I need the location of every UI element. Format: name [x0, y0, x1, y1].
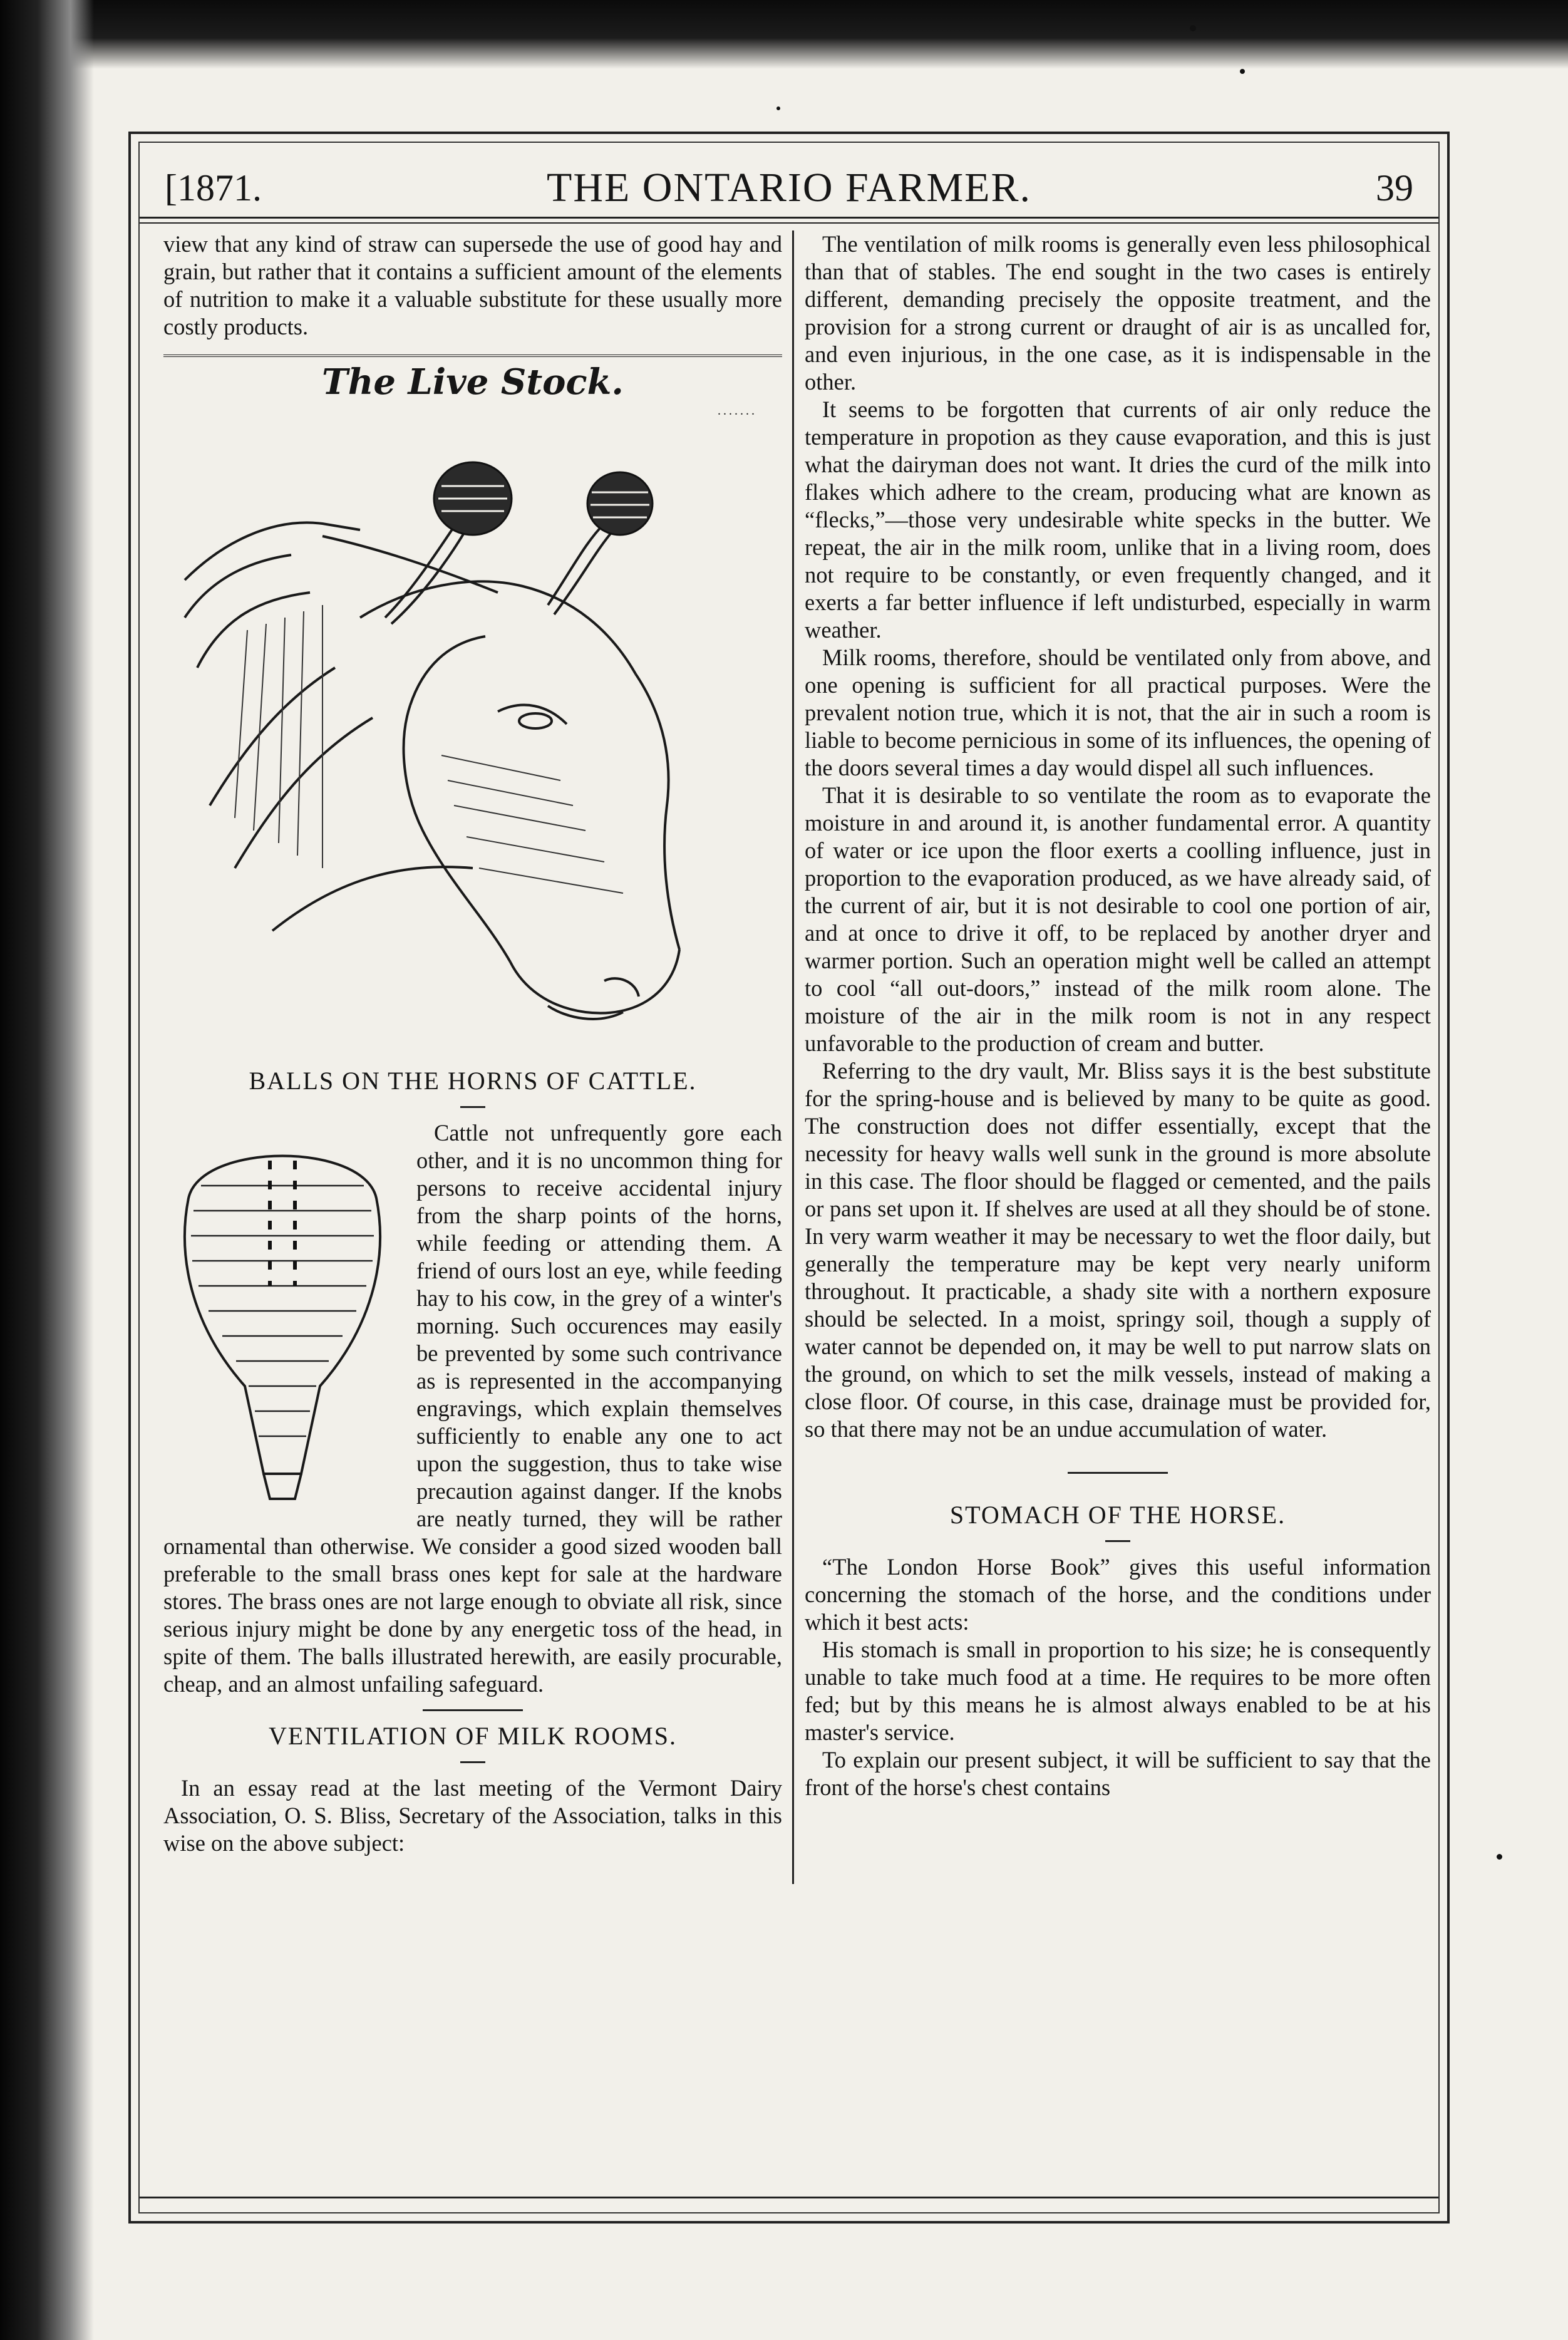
section-separator	[423, 1709, 523, 1711]
dash-rule	[460, 1106, 485, 1108]
right-column	[805, 230, 1431, 2187]
dotted-ornament: .......	[718, 404, 757, 418]
scan-speck	[1190, 25, 1196, 31]
scan-speck	[1497, 1854, 1502, 1860]
left-column	[163, 230, 782, 2187]
dash-rule	[460, 1761, 485, 1763]
horse-stomach-heading: STOMACH OF THE HORSE.	[949, 1501, 1286, 1529]
header-year: [1871.	[165, 167, 262, 209]
section-rule	[163, 355, 782, 357]
ventilation-paragraph-1: The ventilation of milk rooms is generally even less philosophical than that of stables. The end sought in the two cases is entirely different, demanding precisely the opposite treatment, and the provision for a strong current or draught of air is as uncalled for, and even injurious, in the one case, as it is indispensable in the other.	[805, 231, 1431, 395]
ventilation-paragraph-3: Milk rooms, therefore, should be ventilated only from above, and one opening is sufficient for all practical purposes. Were the prevalent notion true, which it is not, that the air in such a room is liable to become pernicious in some of its influences, the opening of the doors several times a day would dispel all such influences.	[805, 645, 1431, 780]
scan-dark-top-border	[0, 0, 1568, 69]
horn-balls-heading: BALLS ON THE HORNS OF CATTLE.	[249, 1067, 697, 1095]
cattle-head-engraving	[172, 430, 773, 1056]
page-bottom-rule	[140, 2197, 1438, 2198]
newspaper-page	[128, 132, 1450, 2224]
header-rule	[140, 217, 1438, 224]
page-header	[140, 143, 1438, 218]
horse-paragraph-3: To explain our present subject, it will be sufficient to say that the front of the horse's chest contains	[805, 1747, 1431, 1800]
dash-rule	[1105, 1540, 1130, 1542]
horse-paragraph-2: His stomach is small in proportion to his size; he is consequently unable to take much food at a time. He requires to be more often fed; but by this means he is almost always enabled to be at his master's service.	[805, 1637, 1431, 1745]
ventilation-heading: VENTILATION OF MILK ROOMS.	[269, 1722, 677, 1750]
page-number: 39	[1376, 167, 1413, 209]
scan-speck	[776, 106, 780, 110]
ventilation-paragraph-2: It seems to be forgotten that currents of air only reduce the temperature in propotion as they cause evaporation, and this is just what the dairyman does not want. It dries the curd of the milk into flakes which adhere to the cream, producing what are known as “flecks,”—those very undesirable white specks in the butter. We repeat, the air in the milk room, unlike that in a living room, does not require to be constantly, or even frequently changed, and it exerts a far better influence if left undisturbed, especially in warm weather.	[805, 396, 1431, 643]
ventilation-paragraph-4: That it is desirable to so ventilate the room as to evaporate the moisture in and around it, is another fundamental error. A quantity of water or ice upon the floor exerts a coolling influence, just in proportion to the evaporation produced, as we have already said, of the current of air, but it is not desirable to cool one portion of air, and at once to drive it off, to be replaced by another dryer and warmer portion. Such an operation might well be called an attempt to cool “all out-doors,” instead of the milk room alone. The moisture of the air in the milk room is not in any respect unfavorable to the production of cream and butter.	[805, 782, 1431, 1056]
column-divider	[792, 230, 794, 1884]
scan-dark-left-border	[0, 0, 94, 2340]
horn-ball-engraving	[163, 1123, 401, 1511]
horn-balls-article: Cattle not unfrequently gore each other, and it is no uncommon thing for persons to receive accidental injury from the sharp points of the horns, while feeding or attending them. A friend of ours lost an eye, while feeding hay to his cow, in the grey of a winter's morning. Such occurences may easily be prevented by some such contrivance as is represented in the accompanying engravings, which explain themselves sufficiently to enable any one to act upon the suggestion, thus to take wise precaution against danger. If the knobs are neatly turned, they will be rather ornamental than otherwise. We consider a good sized wooden ball preferable to the small brass ones kept for sale at the hardware stores. The brass ones are not large enough to obviate all risk, since serious injury might be done by any energetic toss of the head, in spite of them. The balls illustrated herewith, are easily procurable, cheap, and an almost unfailing safeguard.	[163, 1120, 782, 1697]
publication-title: THE ONTARIO FARMER.	[547, 165, 1031, 210]
section-separator	[1068, 1472, 1168, 1474]
page-inner-border	[138, 142, 1440, 2213]
ventilation-intro: In an essay read at the last meeting of the Vermont Dairy Association, O. S. Bliss, Secretary of the Association, talks in this wise on the above subject:	[163, 1775, 782, 1856]
scan-speck	[1240, 69, 1245, 74]
straw-article-end: view that any kind of straw can supersede the use of good hay and grain, but rather that it contains a sufficient amount of the elements of nutrition to make it a valuable substitute for these usually more costly products.	[163, 231, 782, 339]
ventilation-paragraph-5: Referring to the dry vault, Mr. Bliss says it is the best substitute for the spring-house and is believed by many to be quite as good. The construction does not differ essentially, except that the necessity for heavy walls well sunk in the ground is more absolute in this case. The floor should be flagged or cemented, and the pails or pans set upon it. If shelves are used at all they should be of stone. In very warm weather it may be necessary to wet the floor daily, but generally the temperature may be kept very nearly uniform throughout. It practicable, a shady site with a northern exposure should be selected. In a moist, springy soil, though a supply of water cannot be depended on, it may be well to put narrow slats on the ground, on which to set the milk vessels, instead of making a close floor. Of course, in this case, drainage must be provided for, so that there may not be an undue accumulation of water.	[805, 1058, 1431, 1442]
horse-paragraph-1: “The London Horse Book” gives this useful information concerning the stomach of the horse, and the conditions under which it best acts:	[805, 1554, 1431, 1635]
live-stock-section-title: The Live Stock.	[322, 361, 624, 403]
